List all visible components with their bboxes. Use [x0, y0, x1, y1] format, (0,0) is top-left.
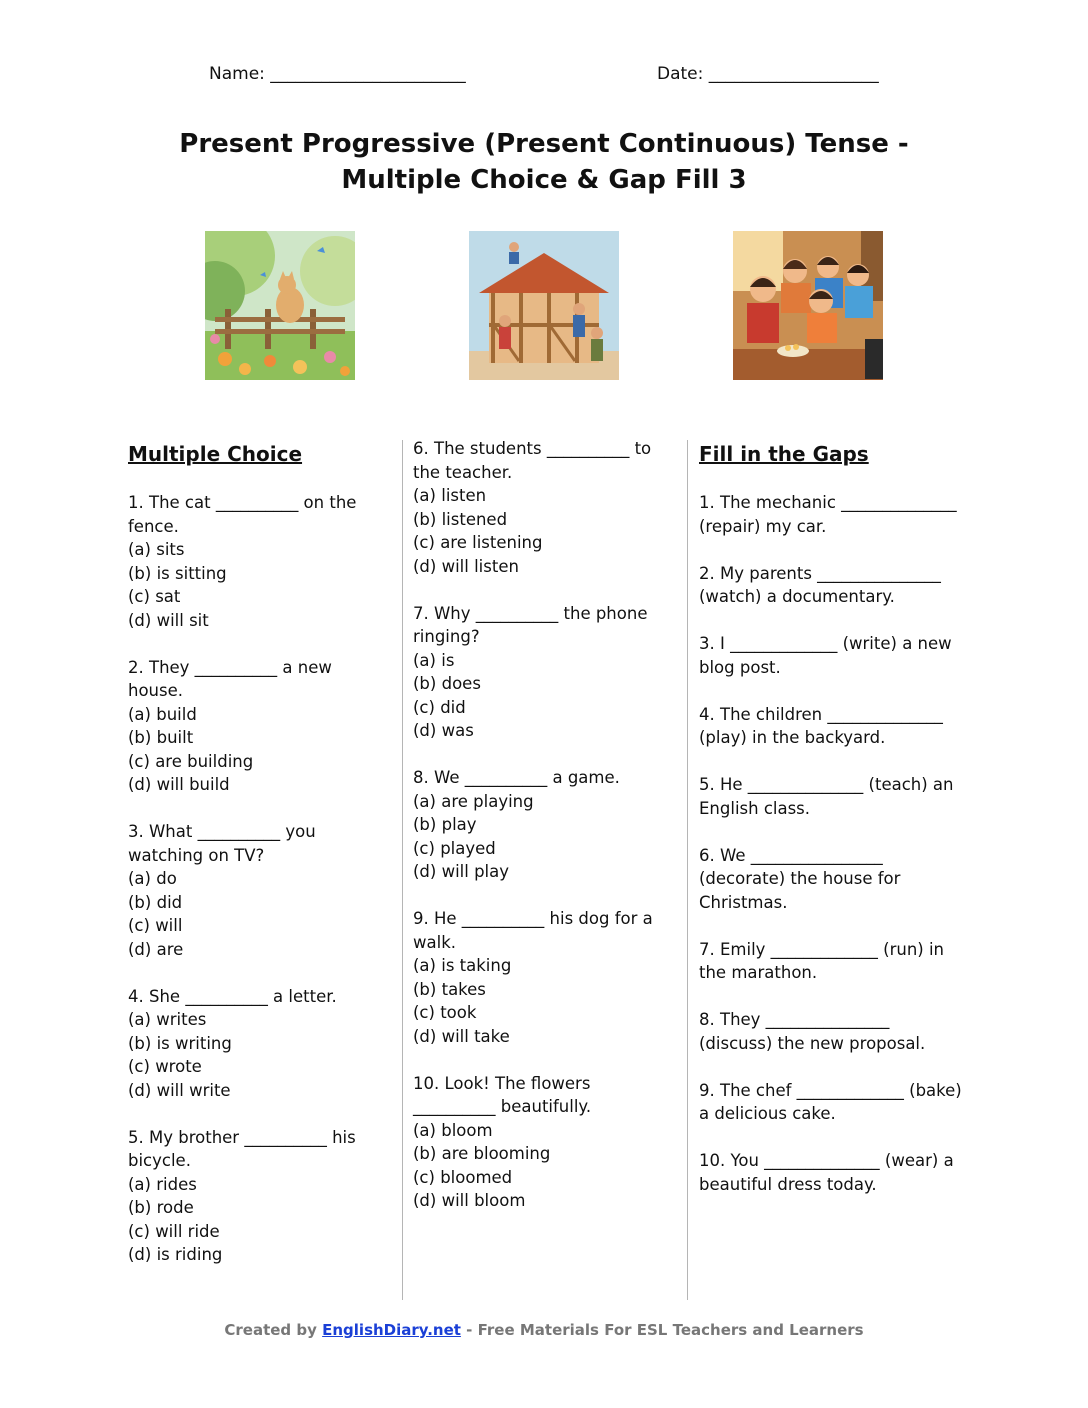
gap-fill-item[interactable]: 3. I _____________ (write) a new blog post. — [699, 634, 952, 677]
question-text: 5. My brother __________ his bicycle. — [128, 1127, 356, 1170]
date-field[interactable]: Date: ____________________ — [657, 64, 879, 84]
multiple-choice-column-1 — [128, 437, 390, 1290]
gap-fill-item[interactable]: 7. Emily _____________ (run) in the marathon. — [699, 939, 945, 982]
question — [413, 1072, 675, 1213]
footer-suffix: - Free Materials For ESL Teachers and Learners — [460, 1321, 864, 1339]
option[interactable]: (a) sits — [128, 540, 185, 559]
option[interactable]: (b) is sitting — [128, 563, 227, 583]
option[interactable]: (a) bloom — [413, 1120, 493, 1140]
gap-fill-item[interactable]: 6. We ________________ (decorate) the house for Christmas. — [699, 845, 901, 912]
option[interactable]: (d) will bloom — [413, 1191, 526, 1210]
option[interactable]: (b) listened — [413, 509, 508, 529]
footer — [0, 1321, 1088, 1339]
option[interactable]: (b) rode — [128, 1198, 194, 1217]
option[interactable]: (a) writes — [128, 1010, 207, 1029]
multiple-choice-column-2 — [413, 437, 675, 1236]
option[interactable]: (b) does — [413, 674, 481, 693]
gap-fill-item[interactable]: 9. The chef _____________ (bake) a delicious cake. — [699, 1080, 962, 1123]
option[interactable]: (d) is riding — [128, 1245, 223, 1264]
option[interactable]: (b) did — [128, 892, 183, 912]
question — [413, 437, 675, 578]
option[interactable]: (d) will sit — [128, 610, 209, 630]
question — [413, 602, 675, 743]
option[interactable]: (b) are blooming — [413, 1144, 551, 1163]
question — [413, 766, 675, 884]
gap-fill-item[interactable]: 5. He ______________ (teach) an English class. — [699, 775, 954, 818]
option[interactable]: (d) will write — [128, 1080, 231, 1100]
question — [413, 907, 675, 1048]
gap-fill-item[interactable]: 2. My parents _______________ (watch) a documentary. — [699, 563, 941, 606]
gap-fill-column — [699, 437, 964, 1220]
question-text: 1. The cat __________ on the fence. — [128, 493, 357, 536]
question-text: 3. What __________ you watching on TV? — [128, 822, 316, 865]
option[interactable]: (a) listen — [413, 486, 487, 505]
option[interactable]: (c) are listening — [413, 533, 543, 552]
option[interactable]: (a) rides — [128, 1174, 197, 1194]
option[interactable]: (d) was — [413, 721, 474, 740]
multiple-choice-heading: Multiple Choice — [128, 442, 303, 466]
footer-prefix: Created by — [224, 1321, 323, 1339]
option[interactable]: (a) is taking — [413, 956, 512, 975]
question-text: 10. Look! The flowers __________ beautifully. — [413, 1073, 592, 1116]
option[interactable]: (d) will play — [413, 862, 510, 881]
question-text: 2. They __________ a new house. — [128, 657, 332, 700]
option[interactable]: (c) wrote — [128, 1057, 202, 1076]
gap-fill-item[interactable]: 8. They _______________ (discuss) the new proposal. — [699, 1010, 926, 1053]
option[interactable]: (d) will listen — [413, 556, 519, 576]
option[interactable]: (c) are building — [128, 751, 254, 771]
question — [128, 985, 390, 1103]
option[interactable]: (c) sat — [128, 587, 181, 606]
option[interactable]: (a) build — [128, 704, 197, 724]
footer-link[interactable]: EnglishDiary.net — [322, 1321, 461, 1339]
option[interactable]: (c) will ride — [128, 1221, 220, 1241]
question — [128, 820, 390, 961]
column-divider — [687, 440, 688, 1300]
option[interactable]: (c) did — [413, 697, 466, 717]
question — [128, 491, 390, 632]
family-watching-tv-illustration — [733, 231, 883, 380]
gap-fill-heading: Fill in the Gaps — [699, 442, 869, 466]
question-text: 6. The students __________ to the teacher. — [413, 439, 652, 482]
option[interactable]: (d) are — [128, 939, 184, 959]
option[interactable]: (c) will — [128, 916, 183, 935]
option[interactable]: (b) built — [128, 728, 194, 747]
option[interactable]: (a) are playing — [413, 791, 534, 811]
question-text: 7. Why __________ the phone ringing? — [413, 603, 648, 646]
option[interactable]: (c) took — [413, 1003, 477, 1022]
option[interactable]: (a) do — [128, 869, 177, 888]
question-text: 8. We __________ a game. — [413, 768, 620, 787]
column-divider — [402, 440, 403, 1300]
option[interactable]: (b) is writing — [128, 1033, 232, 1053]
question-text: 9. He __________ his dog for a walk. — [413, 909, 653, 952]
option[interactable]: (c) bloomed — [413, 1167, 513, 1187]
question — [128, 656, 390, 797]
option[interactable]: (d) will take — [413, 1026, 510, 1046]
question-text: 4. She __________ a letter. — [128, 986, 337, 1006]
option[interactable]: (d) will build — [128, 775, 230, 794]
gap-fill-item[interactable]: 10. You ______________ (wear) a beautiful dress today. — [699, 1151, 954, 1194]
cat-on-fence-illustration — [205, 231, 355, 380]
option[interactable]: (b) takes — [413, 979, 486, 999]
option[interactable]: (c) played — [413, 838, 496, 858]
gap-fill-item[interactable]: 4. The children ______________ (play) in the backyard. — [699, 704, 943, 747]
option[interactable]: (a) is — [413, 650, 455, 670]
name-field[interactable]: Name: _______________________ — [209, 64, 466, 84]
page-title: Present Progressive (Present Continuous) Tense - Multiple Choice & Gap Fill 3 — [179, 129, 909, 195]
option[interactable]: (b) play — [413, 815, 477, 834]
gap-fill-item[interactable]: 1. The mechanic ______________ (repair) my car. — [699, 493, 957, 536]
house-construction-illustration — [469, 231, 619, 380]
question — [128, 1126, 390, 1267]
